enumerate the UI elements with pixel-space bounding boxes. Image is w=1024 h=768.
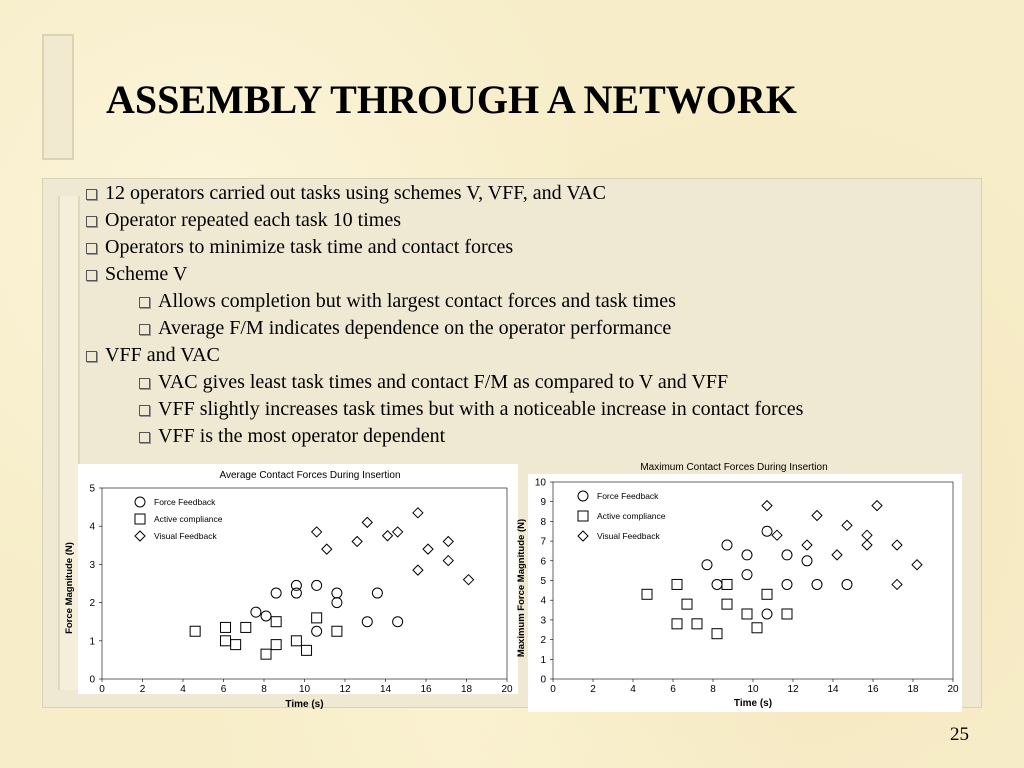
x-tick-label: 4 — [630, 684, 636, 695]
x-tick-label: 16 — [867, 684, 879, 695]
y-tick-label: 2 — [540, 635, 546, 647]
bullet-text: Operators to minimize task time and contact forces — [105, 236, 514, 258]
x-tick-label: 14 — [379, 684, 392, 695]
chart-1 — [64, 464, 518, 710]
y-tick-label: 5 — [89, 483, 95, 495]
y-tick-label: 1 — [89, 636, 95, 648]
y-tick-label: 3 — [540, 615, 546, 627]
y-axis-label: Maximum Force Magnitude (N) — [516, 518, 527, 658]
y-tick-label: 4 — [89, 521, 95, 533]
x-tick-label: 20 — [501, 684, 513, 695]
legend-label: Active compliance — [597, 511, 666, 521]
y-tick-label: 1 — [540, 654, 546, 666]
x-tick-label: 8 — [710, 684, 716, 695]
x-tick-label: 8 — [261, 684, 267, 695]
bullet-text: VFF and VAC — [105, 344, 220, 366]
y-tick-label: 2 — [89, 598, 95, 610]
x-tick-label: 6 — [220, 684, 227, 695]
slide-title: ASSEMBLY THROUGH A NETWORK — [106, 77, 797, 122]
x-tick-label: 12 — [787, 684, 799, 695]
x-tick-label: 0 — [99, 684, 105, 695]
y-tick-label: 6 — [540, 556, 546, 568]
x-tick-label: 14 — [827, 684, 839, 695]
y-tick-label: 4 — [540, 595, 546, 607]
x-tick-label: 2 — [139, 684, 146, 695]
y-tick-label: 8 — [540, 516, 546, 528]
bullet-text: Operator repeated each task 10 times — [105, 209, 401, 231]
x-axis-label: Time (s) — [285, 699, 324, 710]
chart-2 — [516, 462, 962, 712]
x-tick-label: 20 — [947, 684, 959, 695]
chart-title: Maximum Contact Forces During Insertion — [640, 462, 828, 473]
bullet-text: Allows completion but with largest contact forces and task times — [158, 290, 676, 312]
x-tick-label: 6 — [670, 684, 676, 695]
y-tick-label: 0 — [89, 674, 95, 686]
chart-title: Average Contact Forces During Insertion — [219, 470, 401, 481]
x-axis-label: Time (s) — [733, 698, 773, 709]
legend-label: Visual Feedback — [597, 531, 660, 541]
page-number: 25 — [950, 724, 969, 745]
y-tick-label: 3 — [89, 559, 95, 571]
x-tick-label: 16 — [420, 684, 432, 695]
x-tick-label: 4 — [180, 684, 186, 695]
x-tick-label: 10 — [298, 684, 311, 695]
y-tick-label: 0 — [540, 674, 546, 686]
y-tick-label: 10 — [534, 477, 546, 489]
x-tick-label: 12 — [339, 684, 351, 695]
bullet-text: VFF slightly increases task times but with a noticeable increase in contact forces — [158, 398, 804, 420]
x-tick-label: 2 — [590, 684, 596, 695]
legend-label: Active compliance — [154, 514, 223, 524]
bullet-text: Scheme V — [105, 263, 188, 285]
chart-background — [528, 474, 962, 712]
bullet-text: VAC gives least task times and contact F/M as compared to V and VFF — [158, 371, 729, 393]
y-tick-label: 9 — [540, 497, 546, 509]
legend-label: Visual Feedback — [154, 531, 217, 541]
x-tick-label: 18 — [460, 684, 473, 695]
x-tick-label: 10 — [747, 684, 759, 695]
bullet-text: 12 operators carried out tasks using schemes V, VFF, and VAC — [105, 182, 606, 204]
x-tick-label: 18 — [907, 684, 919, 695]
y-tick-label: 5 — [540, 576, 546, 587]
bullet-text: VFF is the most operator dependent — [158, 425, 446, 447]
bullet-text: Average F/M indicates dependence on the operator performance — [158, 317, 672, 339]
x-tick-label: 0 — [550, 684, 556, 695]
legend-label: Force Feedback — [154, 497, 216, 507]
y-axis-label: Force Magnitude (N) — [64, 542, 75, 634]
y-tick-label: 7 — [540, 536, 546, 548]
legend-label: Force Feedback — [597, 491, 659, 501]
